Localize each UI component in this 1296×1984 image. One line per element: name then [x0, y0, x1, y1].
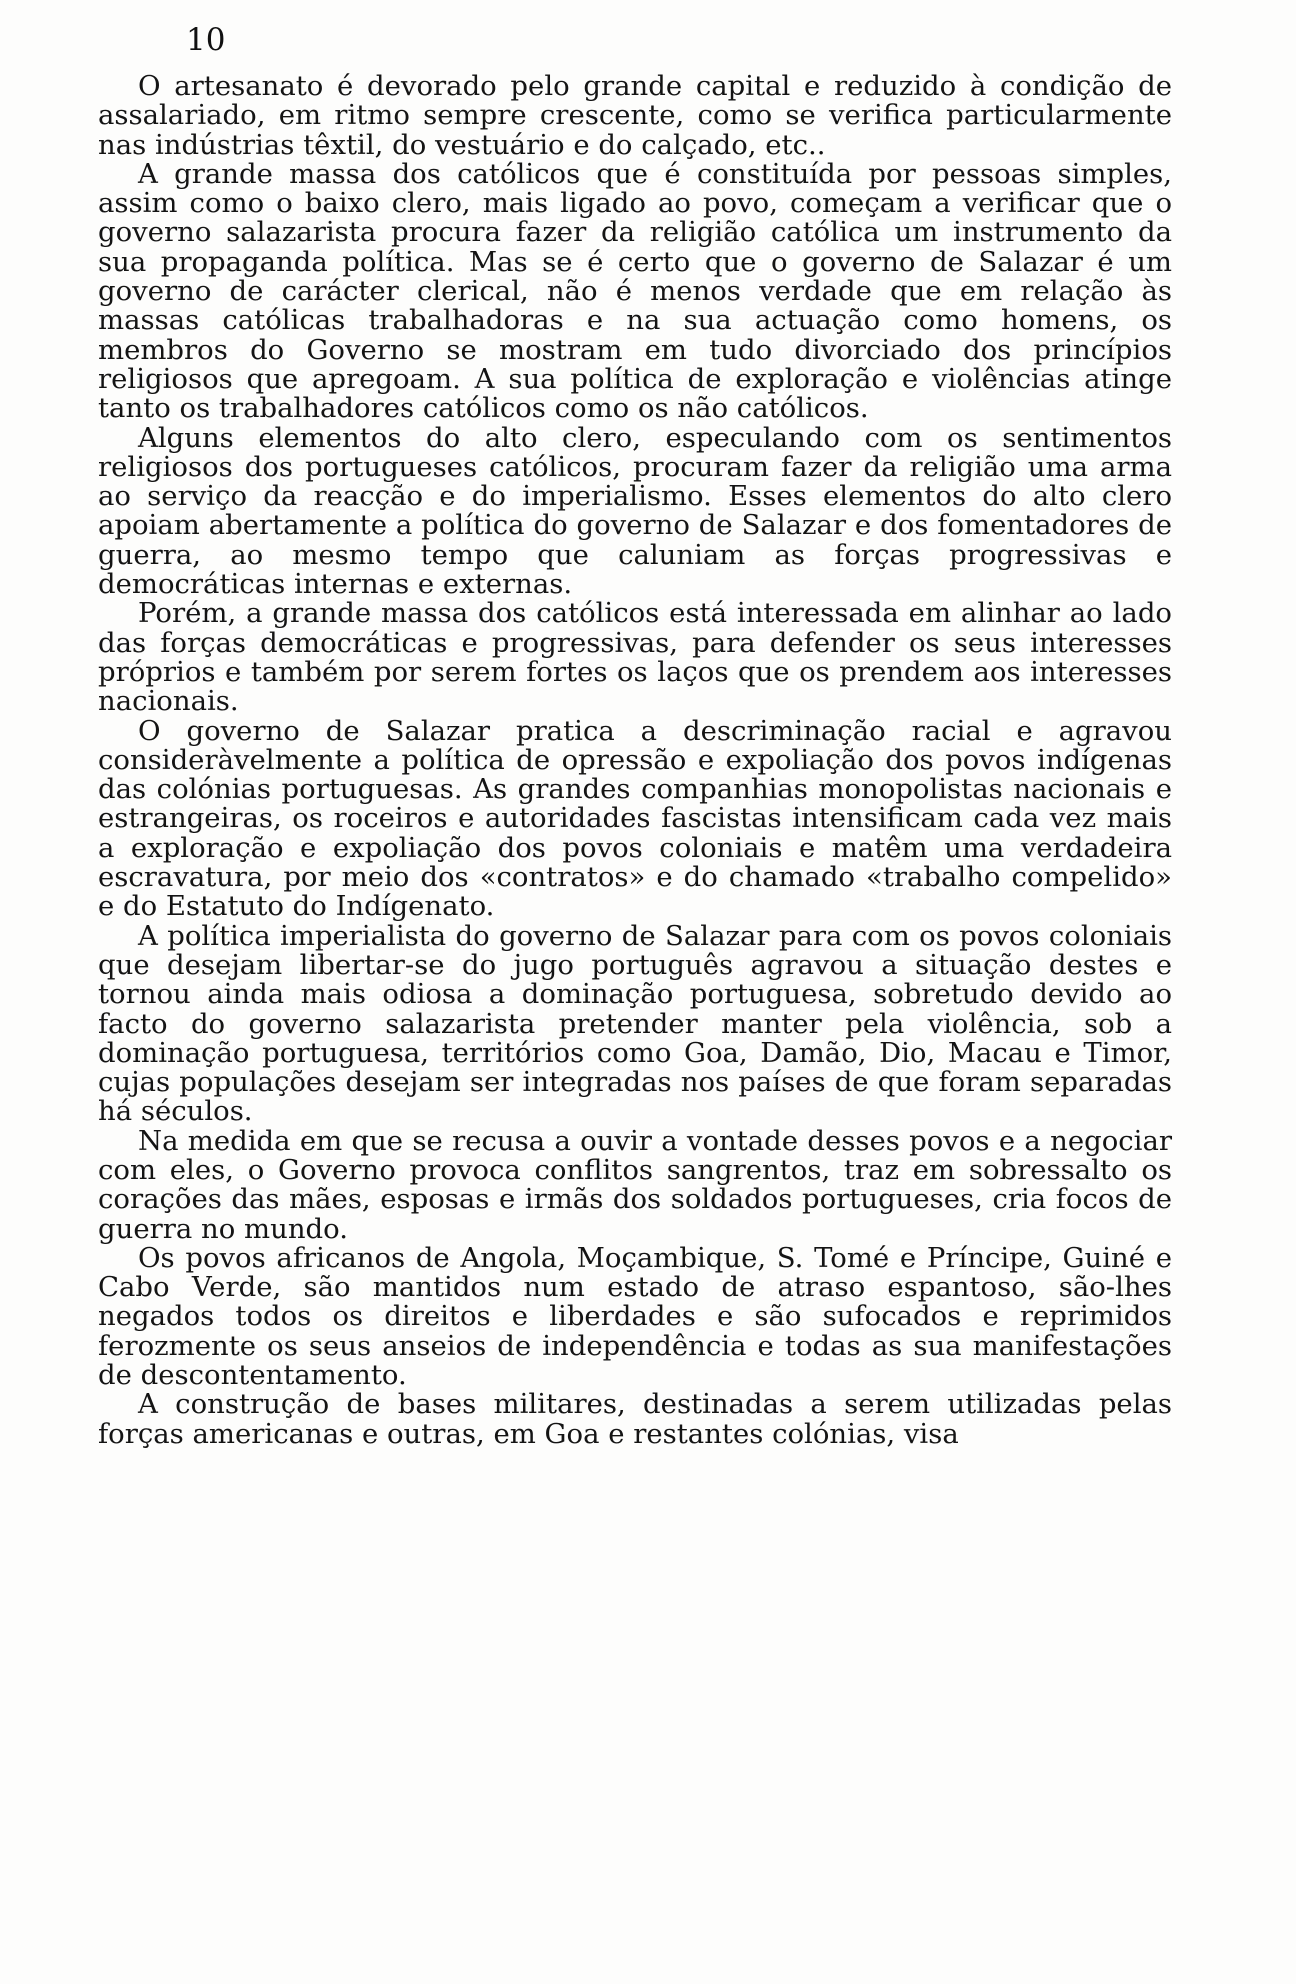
paragraph-catolicos: A grande massa dos católicos que é constituída por pessoas simples, assim como o baixo clero, mais ligado ao povo, começam a verificar que o governo salazarista procura fazer da religião católica um instrumento da sua propaganda política. Mas se é certo que o governo de Salazar é um governo de carácter clerical, não é menos verdade que em relação às massas católicas trabalhadoras e na sua actuação como homens, os membros do Governo se mostram em tudo divorciado dos princípios religiosos que apregoam. A sua política de exploração e violências atinge tanto os trabalhadores católicos como os não católicos.: [98, 157, 1172, 425]
page-number: 10: [186, 22, 226, 58]
paragraph-massa-catolicos: Porém, a grande massa dos católicos está interessada em alinhar ao lado das forças democráticas e progressivas, para defender os seus interesses próprios e também por serem fortes os laços que os prendem aos interesses nacionais.: [98, 597, 1172, 718]
paragraph-politica-imperialista: A política imperialista do governo de Salazar para com os povos coloniais que desejam libertar-se do jugo português agravou a situação destes e tornou ainda mais odiosa a dominação portuguesa, sobretudo devido ao facto do governo salazarista pretender manter pela violência, sob a dominação portuguesa, territórios como Goa, Damão, Dio, Macau e Timor, cujas populações desejam ser integradas nos países de que foram separadas há séculos.: [98, 919, 1172, 1128]
paragraph-alto-clero: Alguns elementos do alto clero, especulando com os sentimentos religiosos dos portugueses católicos, procuram fazer da religião uma arma ao serviço da reacção e do imperialismo. Esses elementos do alto clero apoiam abertamente a política do governo de Salazar e dos fomentadores de guerra, ao mesmo tempo que caluniam as forças progressivas e democráticas internas e externas.: [98, 421, 1172, 601]
paragraph-povos-africanos: Os povos africanos de Angola, Moçambique, S. Tomé e Príncipe, Guiné e Cabo Verde, são mantidos num estado de atraso espantoso, são-lhes negados todos os direitos e liberdades e são sufocados e reprimidos ferozmente os seus anseios de independência e todas as sua manifestações de descontentamento.: [98, 1241, 1172, 1392]
body-text: [98, 72, 1172, 1449]
paragraph-conflitos: Na medida em que se recusa a ouvir a vontade desses povos e a negociar com eles, o Governo provoca conflitos sangrentos, traz em sobressalto os corações das mães, esposas e irmãs dos soldados portugueses, cria focos de guerra no mundo.: [98, 1124, 1172, 1245]
paragraph-bases-militares: A construção de bases militares, destinadas a serem utilizadas pelas forças americanas e outras, em Goa e restantes colónias, visa: [98, 1388, 1172, 1450]
paragraph-artesanato: O artesanato é devorado pelo grande capital e reduzido à condição de assalariado, em ritmo sempre crescente, como se verifica particularmente nas indústrias têxtil, do vestuário e do calçado, etc..: [98, 70, 1172, 161]
paragraph-descriminacao-racial: O governo de Salazar pratica a descriminação racial e agravou consideràvelmente a política de opressão e expoliação dos povos indígenas das colónias portuguesas. As grandes companhias monopolistas nacionais e estrangeiras, os roceiros e autoridades fascistas intensificam cada vez mais a exploração e expoliação dos povos coloniais e matêm uma verdadeira escravatura, por meio dos «contratos» e do chamado «trabalho compelido» e do Estatuto do Indígenato.: [98, 714, 1172, 923]
